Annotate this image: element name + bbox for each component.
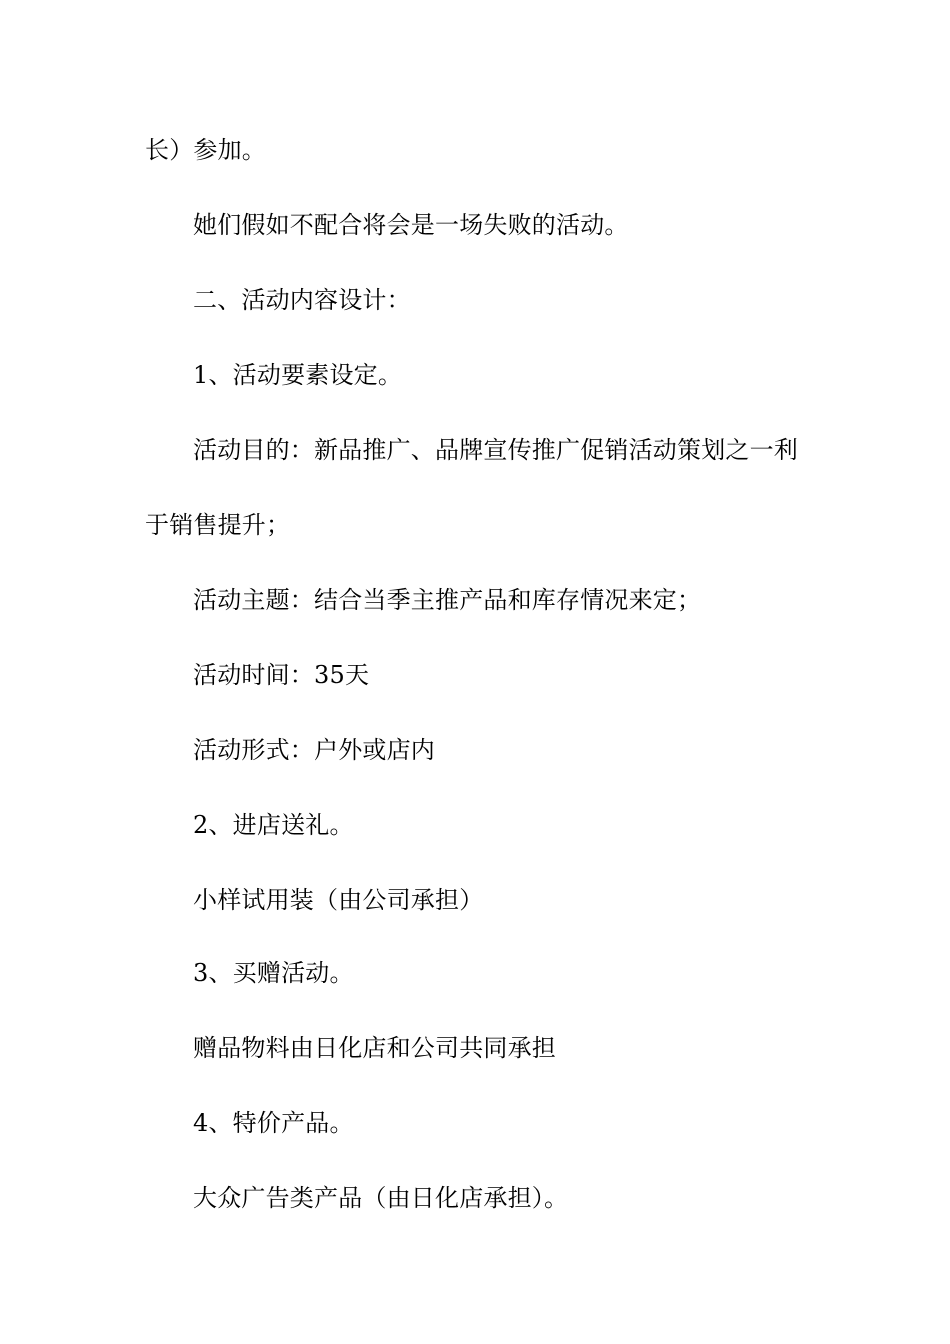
list-item-heading: 4、特价产品。 xyxy=(193,1109,354,1137)
paragraph: 小样试用装（由公司承担） xyxy=(193,886,484,914)
paragraph: 活动时间：35天 xyxy=(193,661,370,689)
list-item-heading: 1、活动要素设定。 xyxy=(193,361,403,389)
paragraph: 活动形式：户外或店内 xyxy=(193,736,435,764)
paragraph: 她们假如不配合将会是一场失败的活动。 xyxy=(193,211,629,239)
paragraph-continuation: 于销售提升； xyxy=(145,511,291,539)
paragraph: 活动目的：新品推广、品牌宣传推广促销活动策划之一利 xyxy=(193,436,798,464)
section-heading: 二、活动内容设计： xyxy=(193,286,411,314)
list-item-heading: 2、进店送礼。 xyxy=(193,811,354,839)
paragraph: 活动主题：结合当季主推产品和库存情况来定； xyxy=(193,586,702,614)
list-item-heading: 3、买赠活动。 xyxy=(193,959,354,987)
paragraph: 大众广告类产品（由日化店承担）。 xyxy=(193,1184,569,1212)
paragraph: 赠品物料由日化店和公司共同承担 xyxy=(193,1034,556,1062)
paragraph-continuation: 长）参加。 xyxy=(145,136,266,164)
